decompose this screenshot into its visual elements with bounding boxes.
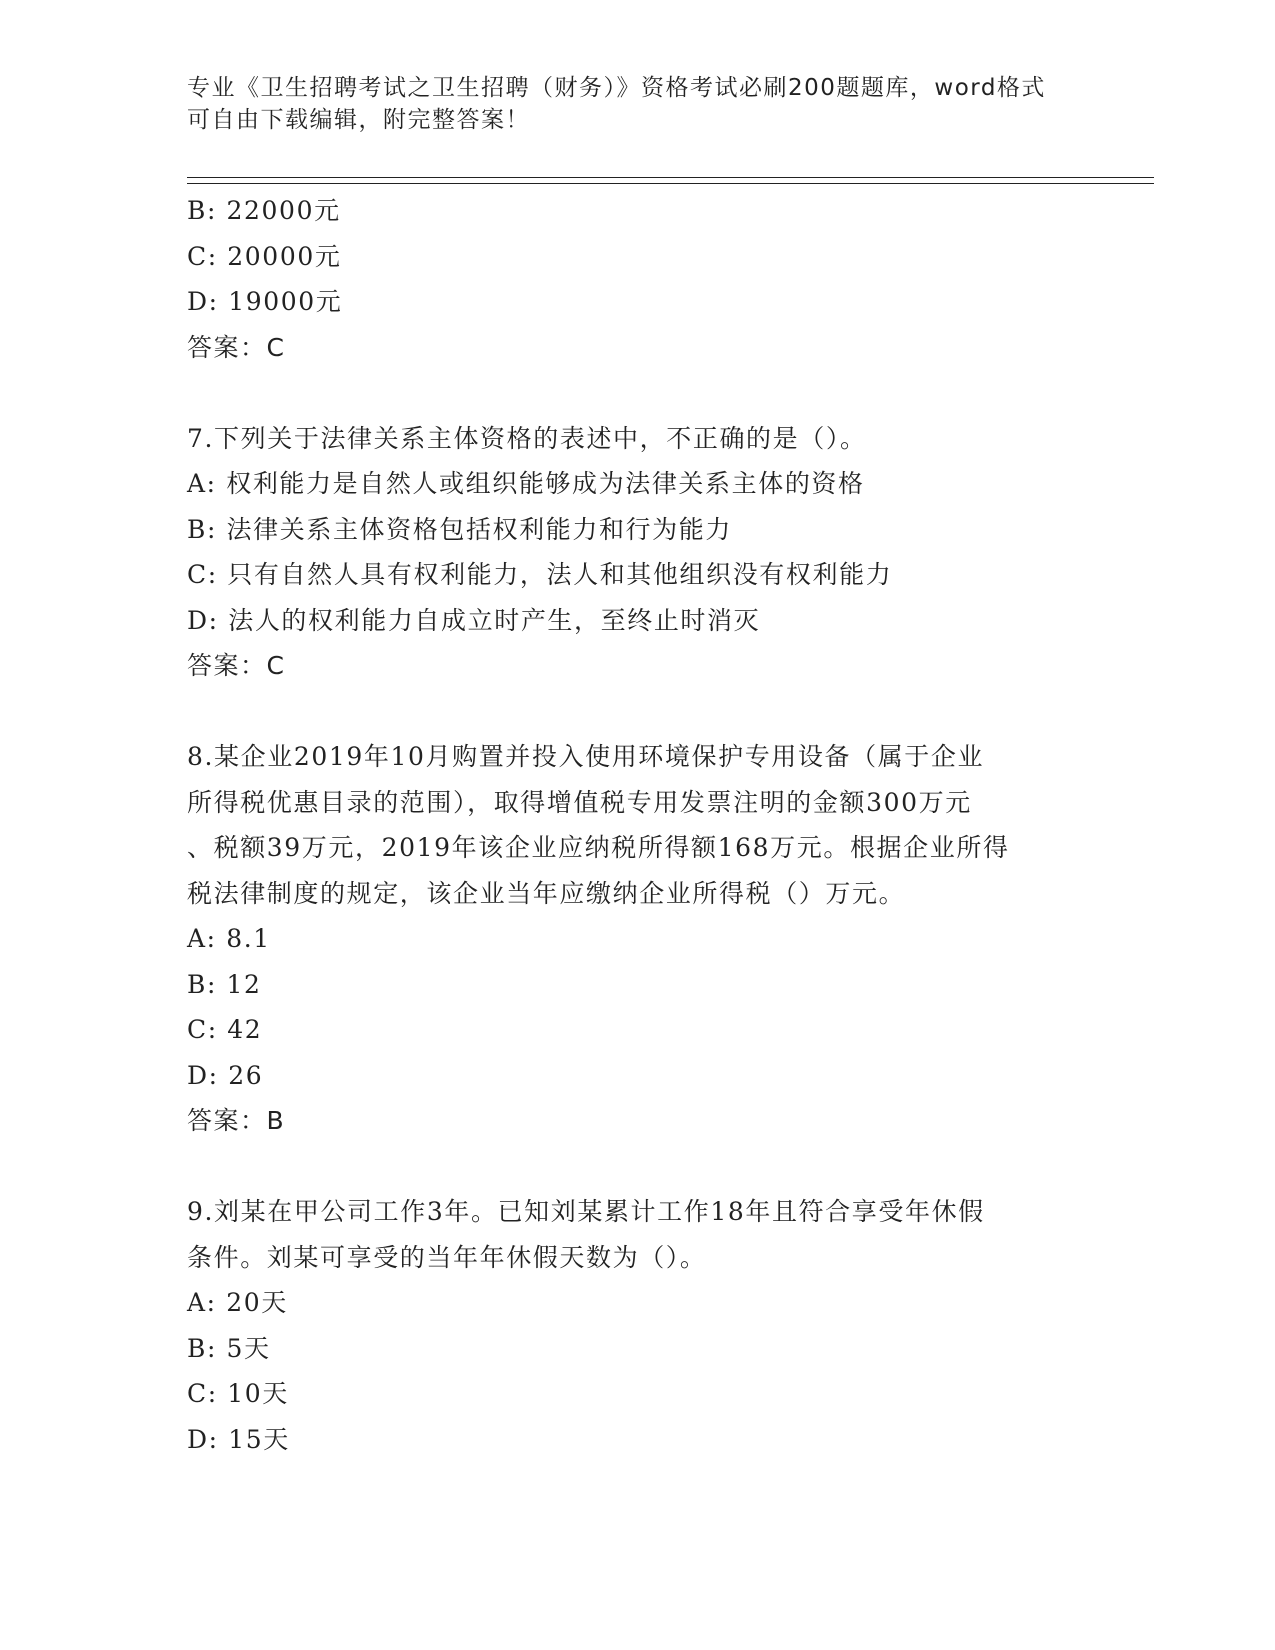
question-6-tail <box>187 188 1087 370</box>
question-stem-line: 税法律制度的规定，该企业当年应缴纳企业所得税（）万元。 <box>187 878 906 908</box>
option-d: D: 法人的权利能力自成立时产生，至终止时消灭 <box>187 605 761 635</box>
option-d: D: 15天 <box>187 1424 290 1454</box>
option-c: C: 10天 <box>187 1379 289 1408</box>
option-b: B: 法律关系主体资格包括权利能力和行为能力 <box>187 514 732 544</box>
option-c: C: 20000元 <box>187 241 342 271</box>
question-content <box>187 188 1087 1462</box>
question-stem-line: 条件。刘某可享受的当年年休假天数为（）。 <box>187 1242 707 1272</box>
header-line-1: 专业《卫生招聘考试之卫生招聘（财务）》资格考试必刷200题题库，word格式 <box>187 75 1046 101</box>
question-stem-line: 所得税优惠目录的范围），取得增值税专用发票注明的金额300万元 <box>187 787 972 817</box>
header-line-2: 可自由下载编辑，附完整答案！ <box>187 107 530 133</box>
header-rule-top <box>187 177 1154 178</box>
answer: 答案：B <box>187 1106 286 1135</box>
option-c: C: 42 <box>187 1015 263 1044</box>
question-stem-line: 、税额39万元，2019年该企业应纳税所得额168万元。根据企业所得 <box>187 833 1010 862</box>
option-d: D: 19000元 <box>187 287 343 316</box>
option-b: B: 22000元 <box>187 196 341 225</box>
document-header <box>187 72 1067 136</box>
option-b: B: 12 <box>187 969 262 999</box>
answer: 答案：C <box>187 651 286 680</box>
answer: 答案：C <box>187 332 286 362</box>
option-a: A: 20天 <box>187 1288 288 1317</box>
header-rule-bottom <box>187 183 1154 184</box>
spacer <box>187 1144 1087 1190</box>
option-a: A: 8.1 <box>187 924 271 953</box>
option-b: B: 5天 <box>187 1333 271 1363</box>
question-7 <box>187 416 1087 689</box>
option-a: A: 权利能力是自然人或组织能够成为法律关系主体的资格 <box>187 469 865 498</box>
question-stem-line: 9.刘某在甲公司工作3年。已知刘某累计工作18年且符合享受年休假 <box>187 1197 985 1226</box>
question-9 <box>187 1189 1087 1462</box>
question-stem: 7.下列关于法律关系主体资格的表述中，不正确的是（）。 <box>187 423 867 453</box>
option-d: D: 26 <box>187 1060 264 1090</box>
spacer <box>187 370 1087 416</box>
option-c: C: 只有自然人具有权利能力，法人和其他组织没有权利能力 <box>187 560 893 589</box>
question-stem-line: 8.某企业2019年10月购置并投入使用环境保护专用设备（属于企业 <box>187 742 985 771</box>
question-8 <box>187 734 1087 1144</box>
spacer <box>187 689 1087 735</box>
